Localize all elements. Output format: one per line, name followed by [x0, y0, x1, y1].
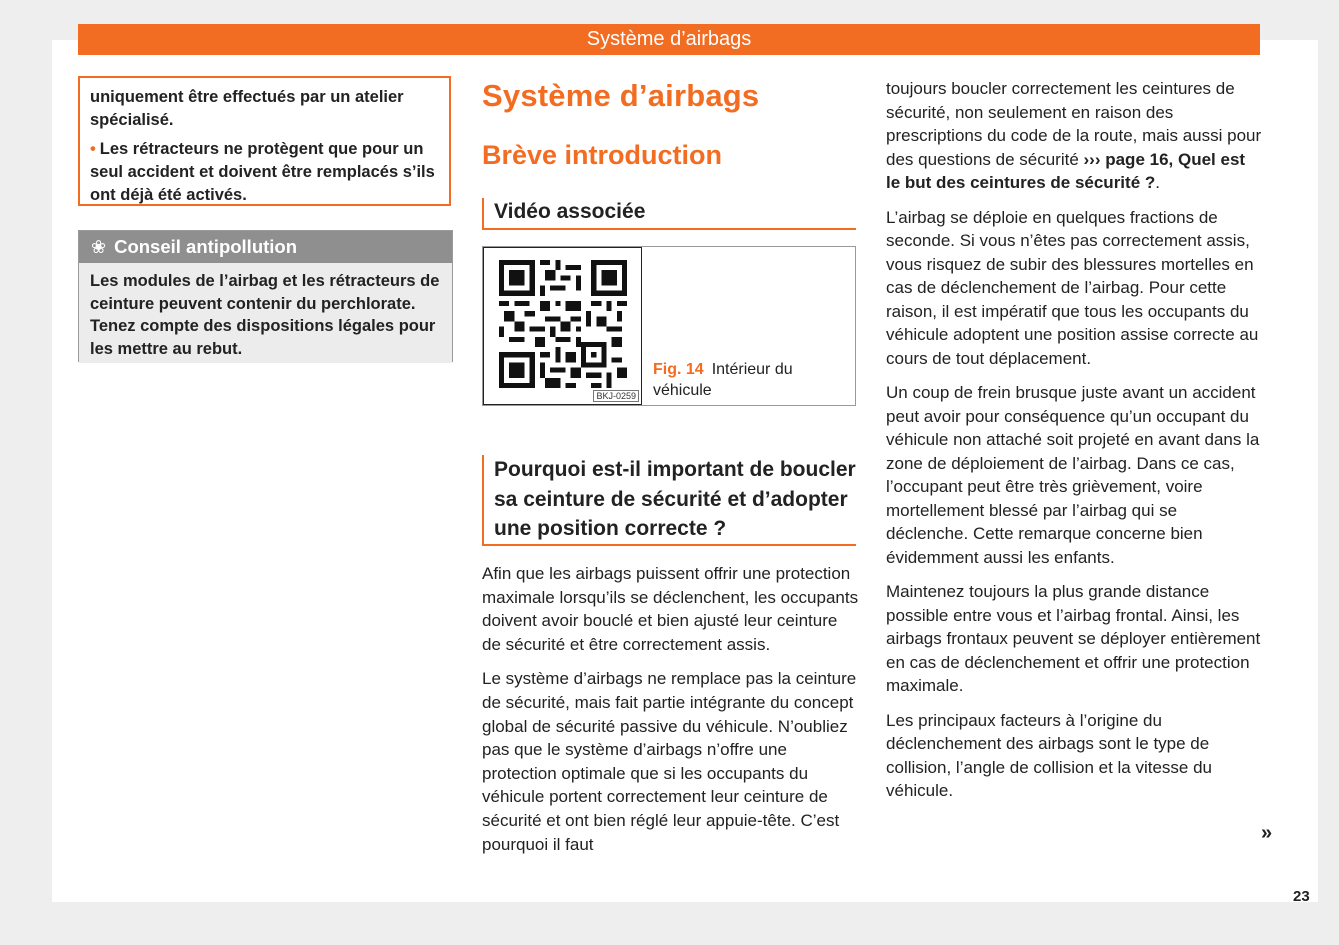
warning-box	[78, 76, 451, 206]
question-heading: Pourquoi est-il important de boucler sa ceinture de sécurité et d’adopter une position correcte ?	[482, 455, 856, 546]
paragraph: L’airbag se déploie en quelques fractions de seconde. Si vous n’êtes pas correctement assis, vous risquez de subir des blessures mortelles en cas de déclenchement de l’airbag. Pour cette raison, il est impératif que tous les occupants du véhicule adoptent une position assise correcte au cours de tout déplacement.	[886, 207, 1259, 368]
flower-icon: ❀	[91, 237, 107, 257]
page-header: Système d’airbags	[78, 24, 1260, 55]
right-body	[886, 77, 1262, 814]
eco-tip-box	[78, 230, 453, 362]
continue-icon: »	[1261, 822, 1273, 844]
page-number: 23	[1293, 888, 1310, 905]
qr-code[interactable]	[483, 247, 642, 405]
paragraph: Afin que les airbags puissent offrir une protection maximale lorsqu’ils se déclenchent, les occupants doivent avoir bouclé et bien ajusté leur ceinture de sécurité et être correctement assis.	[482, 564, 859, 654]
bullet-icon: •	[90, 140, 96, 158]
paragraph: Un coup de frein brusque juste avant un accident peut avoir pour conséquence qu’un occupant du véhicule non attaché soit projeté en avant dans la zone de déploiement de l’airbag. Dans ce cas, l’occupant peut être très grièvement, voire mortellement blessé par l’airbag qui se déclenche. Cette remarque concerne bien évidemment aussi les enfants.	[886, 383, 1260, 567]
figure-label: Fig. 14	[653, 361, 704, 378]
figure-caption-text: Intérieur du véhicule	[653, 361, 793, 399]
warning-bullet-text: Les rétracteurs ne protègent que pour un seul accident et doivent être remplacés s’ils ont déjà été activés.	[90, 140, 435, 204]
middle-body	[482, 562, 860, 867]
eco-tip-header	[79, 231, 452, 263]
figure-caption	[653, 359, 849, 401]
qr-code-icon	[498, 260, 628, 388]
cross-reference-link[interactable]: ››› page 16, Quel est le but des ceintures de sécurité ?	[886, 149, 1246, 192]
paragraph-end: .	[1155, 173, 1160, 192]
eco-tip-body: Les modules de l’airbag et les rétracteurs de ceinture peuvent contenir du perchlorate. Tenez compte des dispositions légales pour les mettre au rebut.	[79, 263, 452, 363]
paragraph: Le système d’airbags ne remplace pas la ceinture de sécurité, mais fait partie intégrante du concept global de sécurité passive du véhicule. N’oubliez pas que le système d’airbags n’offre une protection optimale que si les occupants du véhicule portent correctement leur ceinture de sécurité et ont bien réglé leur appuie-tête. C’est pourquoi il faut	[482, 669, 857, 854]
section-title: Système d’airbags	[482, 78, 760, 113]
paragraph-text: toujours boucler correctement les ceintures de sécurité, non seulement en raison des prescriptions du code de la route, mais aussi pour des questions de sécurité	[886, 79, 1262, 169]
warning-bullet	[90, 138, 439, 207]
warning-text: uniquement être effectués par un atelier spécialisé.	[90, 88, 404, 129]
section-subtitle: Brève introduction	[482, 140, 723, 170]
eco-tip-title: Conseil antipollution	[114, 236, 298, 257]
paragraph: Maintenez toujours la plus grande distance possible entre vous et l’airbag frontal. Ainsi, les airbags frontaux peuvent se déployer entièrement en cas de déclenchement et offrir une protection maximale.	[886, 582, 1261, 695]
video-heading: Vidéo associée	[482, 198, 856, 230]
paragraph: Les principaux facteurs à l’origine du déclenchement des airbags sont le type de collision, l’angle de collision et la vitesse du véhicule.	[886, 710, 1213, 800]
figure-id: BKJ-0259	[593, 390, 639, 402]
paragraph	[886, 77, 1262, 195]
figure-14	[482, 246, 856, 406]
